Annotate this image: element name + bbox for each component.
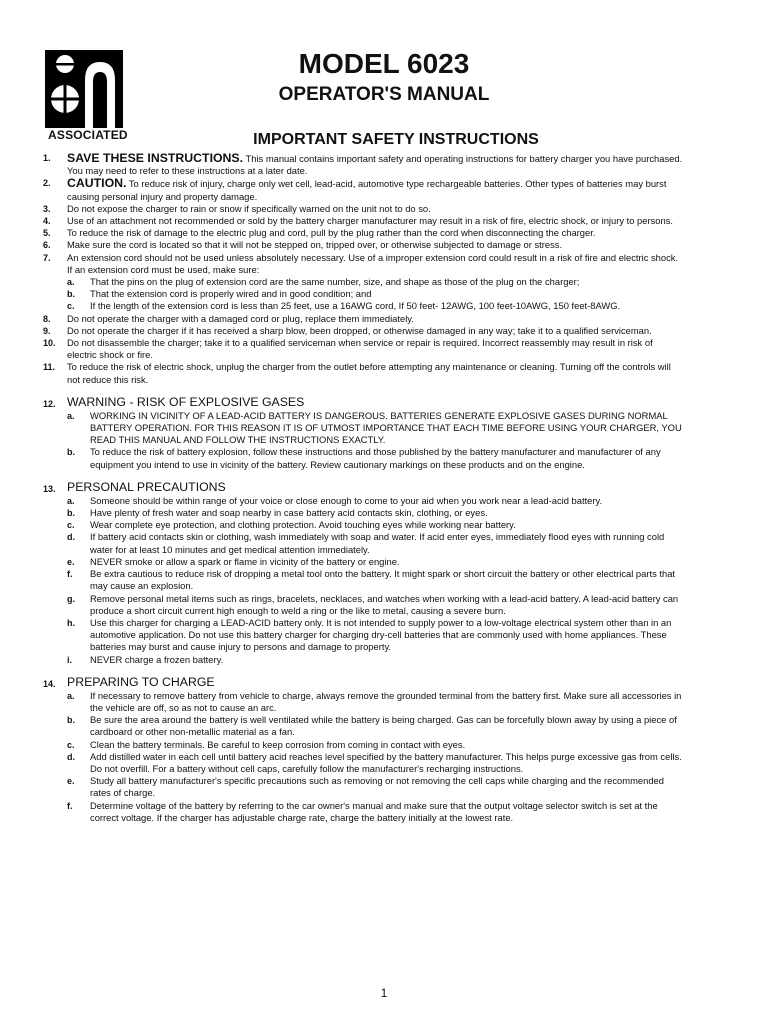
item-number: 4. <box>43 216 51 227</box>
item-number: 5. <box>43 228 51 239</box>
item-text: To reduce the risk of electric shock, unplug the charger from the outlet before attempting any maintenance or cleaning. Turning off the controls will not reduce this risk. <box>67 361 671 385</box>
item-number: 8. <box>43 313 51 324</box>
item-text: Use of an attachment not recommended or sold by the battery charger manufacturer may result in a risk of fire, electric shock, or injury to persons. <box>67 215 674 227</box>
section-title: PREPARING TO CHARGE <box>67 674 215 689</box>
item-number: 6. <box>43 240 51 251</box>
safety-heading: IMPORTANT SAFETY INSTRUCTIONS <box>253 131 539 148</box>
instruction-item <box>43 203 683 215</box>
item-number: 10. <box>43 338 56 349</box>
item-lead: SAVE THESE INSTRUCTIONS. <box>67 151 244 165</box>
instructions-body <box>43 152 683 824</box>
instruction-item <box>43 239 683 251</box>
sub-item <box>43 495 683 507</box>
sub-item <box>43 690 683 714</box>
sub-letter: c. <box>67 301 75 312</box>
sub-item <box>43 654 683 666</box>
sub-item <box>43 556 683 568</box>
sub-text: That the extension cord is properly wired and in good condition; and <box>90 288 372 300</box>
sub-text: NEVER charge a frozen battery. <box>90 653 224 665</box>
sub-text: Remove personal metal items such as rings, bracelets, necklaces, and watches when working with a lead-acid battery. A lead-acid battery can produce a short circuit current high enough to weld a ring or the like to metal, causing a severe burn. <box>90 592 679 616</box>
sub-letter: a. <box>67 495 75 506</box>
section-number: 14. <box>43 678 56 689</box>
sub-letter: i. <box>67 654 73 665</box>
sub-item <box>43 800 683 824</box>
sub-letter: b. <box>67 447 75 458</box>
sub-item <box>43 519 683 531</box>
sub-item <box>43 593 683 617</box>
sub-letter: h. <box>67 617 75 628</box>
item-text: An extension cord should not be used unless absolutely necessary. Use of a improper extension cord could result in a risk of fire and electric shock. If an extension cord must be used, make sure: <box>67 251 679 275</box>
sub-item <box>43 288 683 300</box>
section-title: WARNING - RISK OF EXPLOSIVE GASES <box>67 394 305 409</box>
sub-letter: b. <box>67 508 75 519</box>
sub-letter: d. <box>67 532 75 543</box>
sub-item <box>43 617 683 654</box>
sub-text: Study all battery manufacturer's specific precautions such as removing or not removing the cell caps while charging and the recommended rates of charge. <box>90 775 664 799</box>
sub-text: NEVER smoke or allow a spark or flame in vicinity of the battery or engine. <box>90 555 400 567</box>
section-number: 12. <box>43 398 56 409</box>
sub-text: Have plenty of fresh water and soap nearby in case battery acid contacts skin, clothing, or eyes. <box>90 507 488 519</box>
sub-text: Wear complete eye protection, and clothing protection. Avoid touching eyes while working near battery. <box>90 519 516 531</box>
item-text: Do not operate the charger with a damaged cord or plug, replace them immediately. <box>67 312 414 324</box>
sub-text: Be sure the area around the battery is well ventilated while the battery is being charged. Gas can be forcefully blown away by using a piece of cardboard or other non-metallic material as a fan. <box>90 714 677 738</box>
instruction-item <box>43 152 683 177</box>
sub-item <box>43 739 683 751</box>
sub-item <box>43 276 683 288</box>
item-text: Do not expose the charger to rain or snow if specifically warned on the unit not to do so. <box>67 202 431 214</box>
sub-text: If battery acid contacts skin or clothing, wash immediately with soap and water. If acid enter eyes, immediately flood eyes with running cold water for at least 10 minutes and get medical attention immediately. <box>90 531 665 555</box>
sub-item <box>43 300 683 312</box>
item-number: 9. <box>43 325 51 336</box>
sub-letter: f. <box>67 569 73 580</box>
sub-item <box>43 568 683 592</box>
sub-letter: g. <box>67 593 75 604</box>
item-text: Do not operate the charger if it has received a sharp blow, been dropped, or otherwise damaged in any way; take it to a qualified serviceman. <box>67 324 652 336</box>
sub-text: Use this charger for charging a LEAD-ACID battery only. It is not intended to supply power to a low-voltage electrical system other than in an automotive application. Do not use this battery charger for charging dry-cell batteries that are commonly used with home appliances. These batteries may burst and cause injury to persons and damage to property. <box>90 616 672 653</box>
item-number: 7. <box>43 252 51 263</box>
instruction-item <box>43 252 683 276</box>
sub-letter: a. <box>67 277 75 288</box>
sub-letter: b. <box>67 715 75 726</box>
item-text: To reduce the risk of damage to the electric plug and cord, pull by the plug rather than the cord when disconnecting the charger. <box>67 227 596 239</box>
sub-letter: e. <box>67 556 75 567</box>
sub-letter: a. <box>67 410 75 421</box>
item-text: Make sure the cord is located so that it will not be stepped on, tripped over, or otherwise subjected to damage or stress. <box>67 239 563 251</box>
sub-text: Someone should be within range of your voice or close enough to come to your aid when you work near a lead-acid battery. <box>90 494 603 506</box>
sub-text: If the length of the extension cord is less than 25 feet, use a 16AWG cord, If 50 feet- 12AWG, 100 feet-10AWG, 150 feet-8AWG. <box>90 300 621 312</box>
instruction-item <box>43 325 683 337</box>
sub-text: Add distilled water in each cell until battery acid reaches level specified by the battery manufacturer. This helps purge excessive gas from cells. Do not overfill. For a battery without cell caps, carefully follow the manufacturer's recharging instructions. <box>90 750 682 774</box>
instruction-item <box>43 227 683 239</box>
instruction-item <box>43 313 683 325</box>
sub-text: Be extra cautious to reduce risk of dropping a metal tool onto the battery. It might spark or short circuit the battery or other electrical parts that may cause an explosion. <box>90 568 676 592</box>
sub-letter: d. <box>67 751 75 762</box>
sub-item <box>43 410 683 447</box>
sub-text: To reduce the risk of battery explosion, follow these instructions and those published by the battery manufacturer and manufacturer of any equipment you intend to use in vicinity of the battery. Review cautionary markings on these products and on the engine. <box>90 446 661 470</box>
instruction-item <box>43 337 683 361</box>
section-heading <box>43 675 683 690</box>
section-heading <box>43 395 683 410</box>
item-lead: CAUTION. <box>67 176 127 191</box>
section-heading <box>43 480 683 495</box>
sub-letter: f. <box>67 800 73 811</box>
instruction-item <box>43 177 683 202</box>
sub-text: Determine voltage of the battery by referring to the car owner's manual and make sure that the output voltage selector switch is set at the correct voltage. If the charger has adjustable charge rate, charge the battery initially at the lowest rate. <box>90 799 658 823</box>
sub-text: WORKING IN VICINITY OF A LEAD-ACID BATTERY IS DANGEROUS. BATTERIES GENERATE EXPLOSIVE GASES DURING NORMAL BATTERY OPERATION. FOR THIS REASON IT IS OF UTMOST IMPORTANCE THAT EACH TIME BEFORE USING YOUR CHARGER, YOU READ THIS MANUAL AND FOLLOW THE INSTRUCTIONS EXACTLY. <box>90 409 682 446</box>
sub-item <box>43 714 683 738</box>
sub-text: If necessary to remove battery from vehicle to charge, always remove the grounded terminal from the battery first. Make sure all accessories in the vehicle are off, so as not to cause an arc. <box>90 689 682 713</box>
item-text: Do not disassemble the charger; take it to a qualified serviceman when service or repair is required. Incorrect reassembly may result in risk of electric shock or fire. <box>67 337 653 361</box>
item-number: 3. <box>43 203 51 214</box>
section-title: PERSONAL PRECAUTIONS <box>67 479 226 494</box>
manual-title: OPERATOR'S MANUAL <box>278 84 490 105</box>
sub-letter: e. <box>67 776 75 787</box>
sub-letter: c. <box>67 520 75 531</box>
sub-text: Clean the battery terminals. Be careful to keep corrosion from coming in contact with eyes. <box>90 738 466 750</box>
sub-text: That the pins on the plug of extension cord are the same number, size, and shape as those of the plug on the charger; <box>90 276 580 288</box>
item-text: This manual contains important safety and operating instructions for battery charger you have purchased. You may need to refer to these instructions at a later date. <box>67 153 683 177</box>
item-number: 11. <box>43 362 56 373</box>
item-number: 1. <box>43 153 51 163</box>
sub-item <box>43 531 683 555</box>
sub-item <box>43 751 683 775</box>
section-number: 13. <box>43 483 56 494</box>
item-text: To reduce risk of injury, charge only wet cell, lead-acid, automotive type rechargeable batteries. Other types of batteries may burst causing personal injury and property damage. <box>67 178 667 202</box>
item-number: 2. <box>43 178 51 189</box>
sub-item <box>43 775 683 799</box>
instruction-item <box>43 215 683 227</box>
sub-letter: b. <box>67 289 75 300</box>
sub-item <box>43 446 683 470</box>
model-title: MODEL 6023 <box>298 48 470 79</box>
sub-item <box>43 507 683 519</box>
page-number: 1 <box>380 986 388 1000</box>
logo-text: ASSOCIATED <box>48 128 128 142</box>
sub-letter: c. <box>67 739 75 750</box>
instruction-item <box>43 361 683 385</box>
sub-letter: a. <box>67 690 75 701</box>
